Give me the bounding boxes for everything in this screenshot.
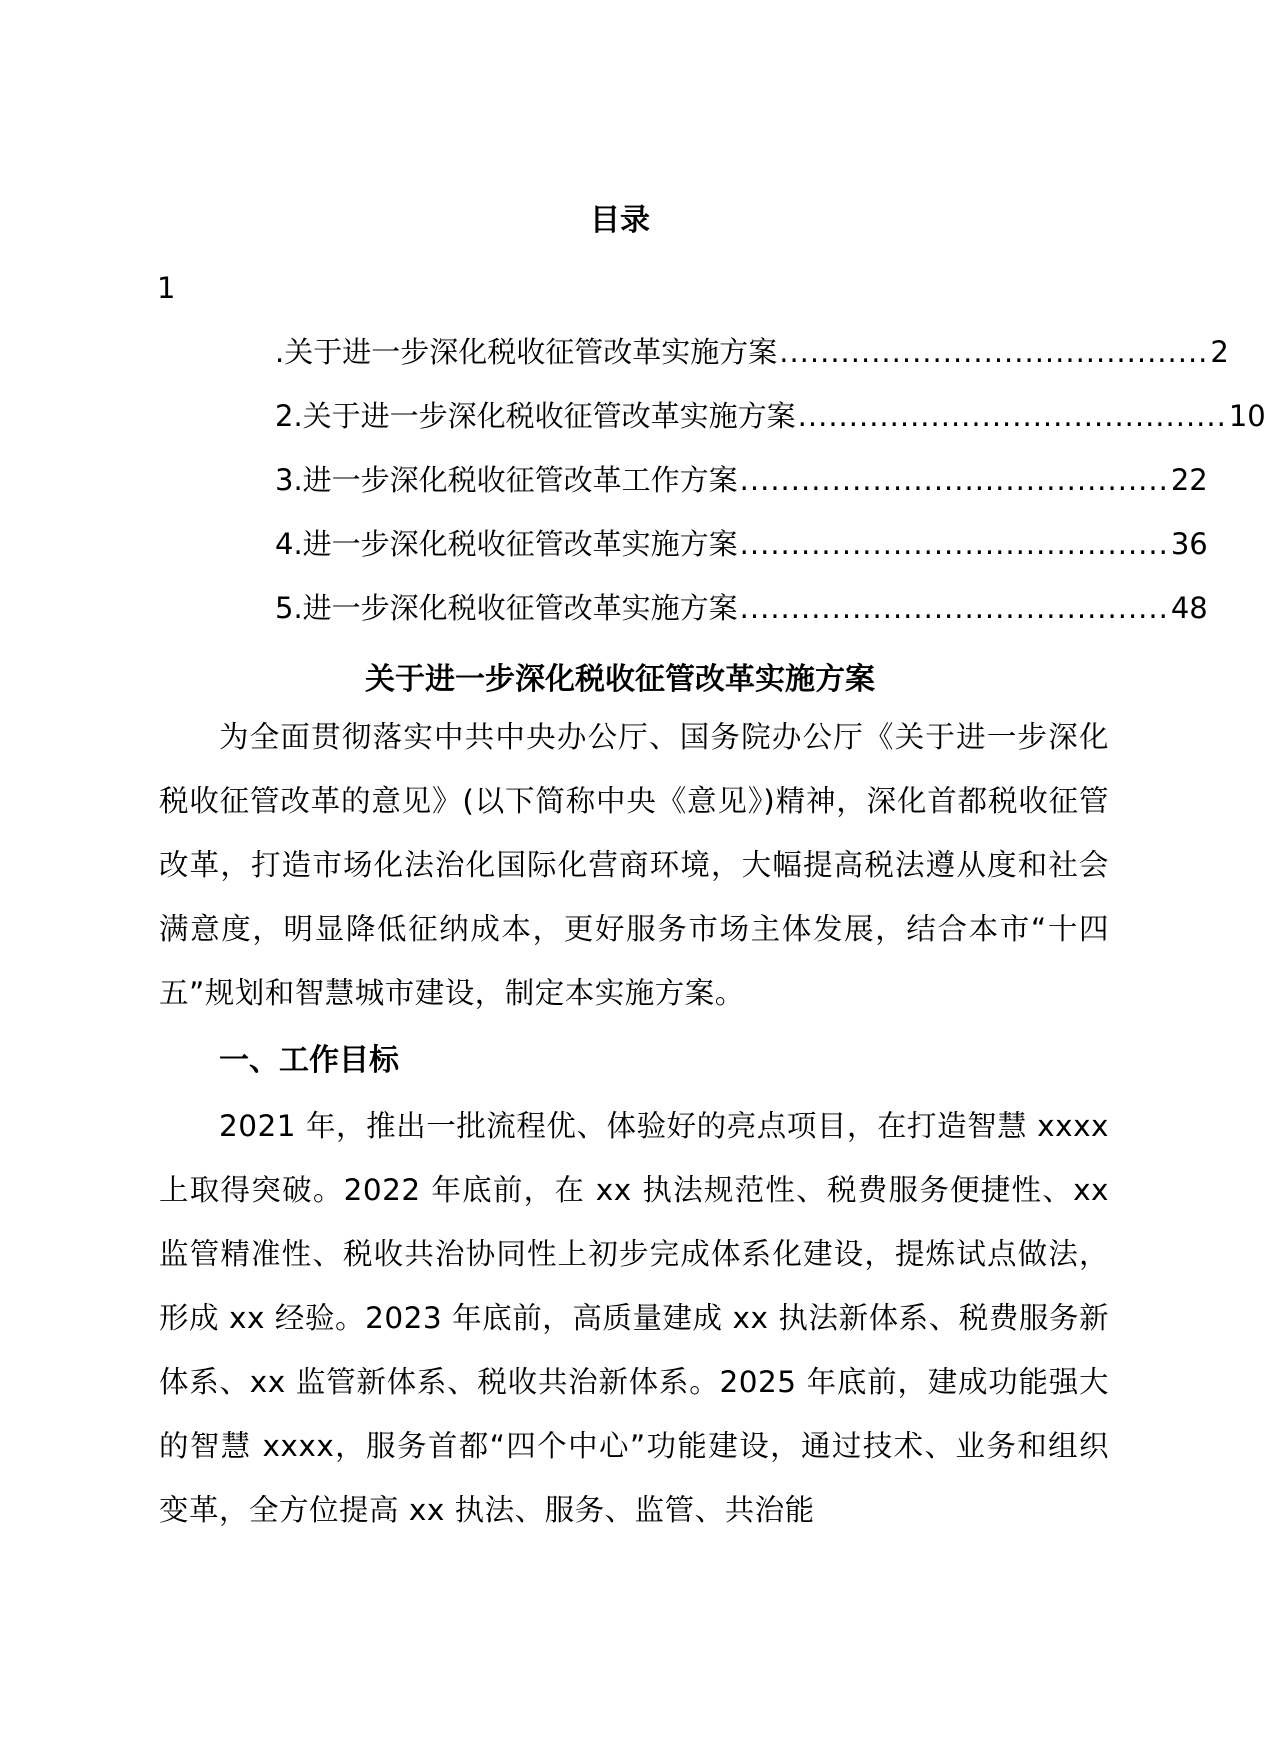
toc-leader-dots: .......................................... (739, 463, 1169, 497)
toc-entry-page: 10 (1228, 399, 1266, 433)
toc-entry-label: 4.进一步深化税收征管改革实施方案 (275, 527, 738, 561)
toc-entry-label: 2.关于进一步深化税收征管改革实施方案 (275, 399, 796, 433)
toc-entry-page: 36 (1170, 527, 1208, 561)
toc-entry[interactable] (275, 588, 1208, 652)
toc-entry-label: .关于进一步深化税收征管改革实施方案 (275, 335, 778, 369)
toc-list (275, 332, 1266, 652)
document-title: 关于进一步深化税收征管改革实施方案 (365, 662, 875, 697)
toc-entry-page: 48 (1170, 591, 1208, 625)
toc-title: 目录 (590, 203, 650, 238)
toc-entry[interactable] (275, 460, 1208, 524)
work-goals-paragraph: 2021 年，推出一批流程优、体验好的亮点项目，在打造智慧 xxxx 上取得突破。2022 年底前，在 xx 执法规范性、税费服务便捷性、xx 监管精准性、税收共治协同性上初步完成体系化建设，提炼试点做法，形成 xx 经验。2023 年底前，高质量建成 xx 执法新体系、税费服务新体系、xx 监管新体系、税收共治新体系。2025 年底前，建成功能强大的智慧 xxxx，服务首都“四个中心”功能建设，通过技术、业务和组织变革，全方位提高 xx 执法、服务、监管、共治能 (159, 1109, 1109, 1527)
toc-leader-dots: .......................................... (797, 399, 1227, 433)
toc-leader-dots: .......................................... (739, 527, 1169, 561)
toc-entry-page: 2 (1210, 335, 1229, 369)
toc-number: 1 (157, 271, 176, 305)
toc-entry-label: 5.进一步深化税收征管改革实施方案 (275, 591, 738, 625)
section-heading-work-goals: 一、工作目标 (219, 1043, 399, 1078)
intro-paragraph: 为全面贯彻落实中共中央办公厅、国务院办公厅《关于进一步深化税收征管改革的意见》(以下简称中央《意见》)精神，深化首都税收征管改革，打造市场化法治化国际化营商环境，大幅提高税法遵从度和社会满意度，明显降低征纳成本，更好服务市场主体发展，结合本市“十四五”规划和智慧城市建设，制定本实施方案。 (159, 720, 1109, 1010)
toc-entry[interactable] (275, 524, 1208, 588)
toc-entry-label: 3.进一步深化税收征管改革工作方案 (275, 463, 738, 497)
toc-entry[interactable] (275, 396, 1266, 460)
toc-leader-dots: .......................................... (779, 335, 1209, 369)
toc-leader-dots: .......................................... (739, 591, 1169, 625)
toc-entry-page: 22 (1170, 463, 1208, 497)
toc-entry[interactable] (275, 332, 1229, 396)
